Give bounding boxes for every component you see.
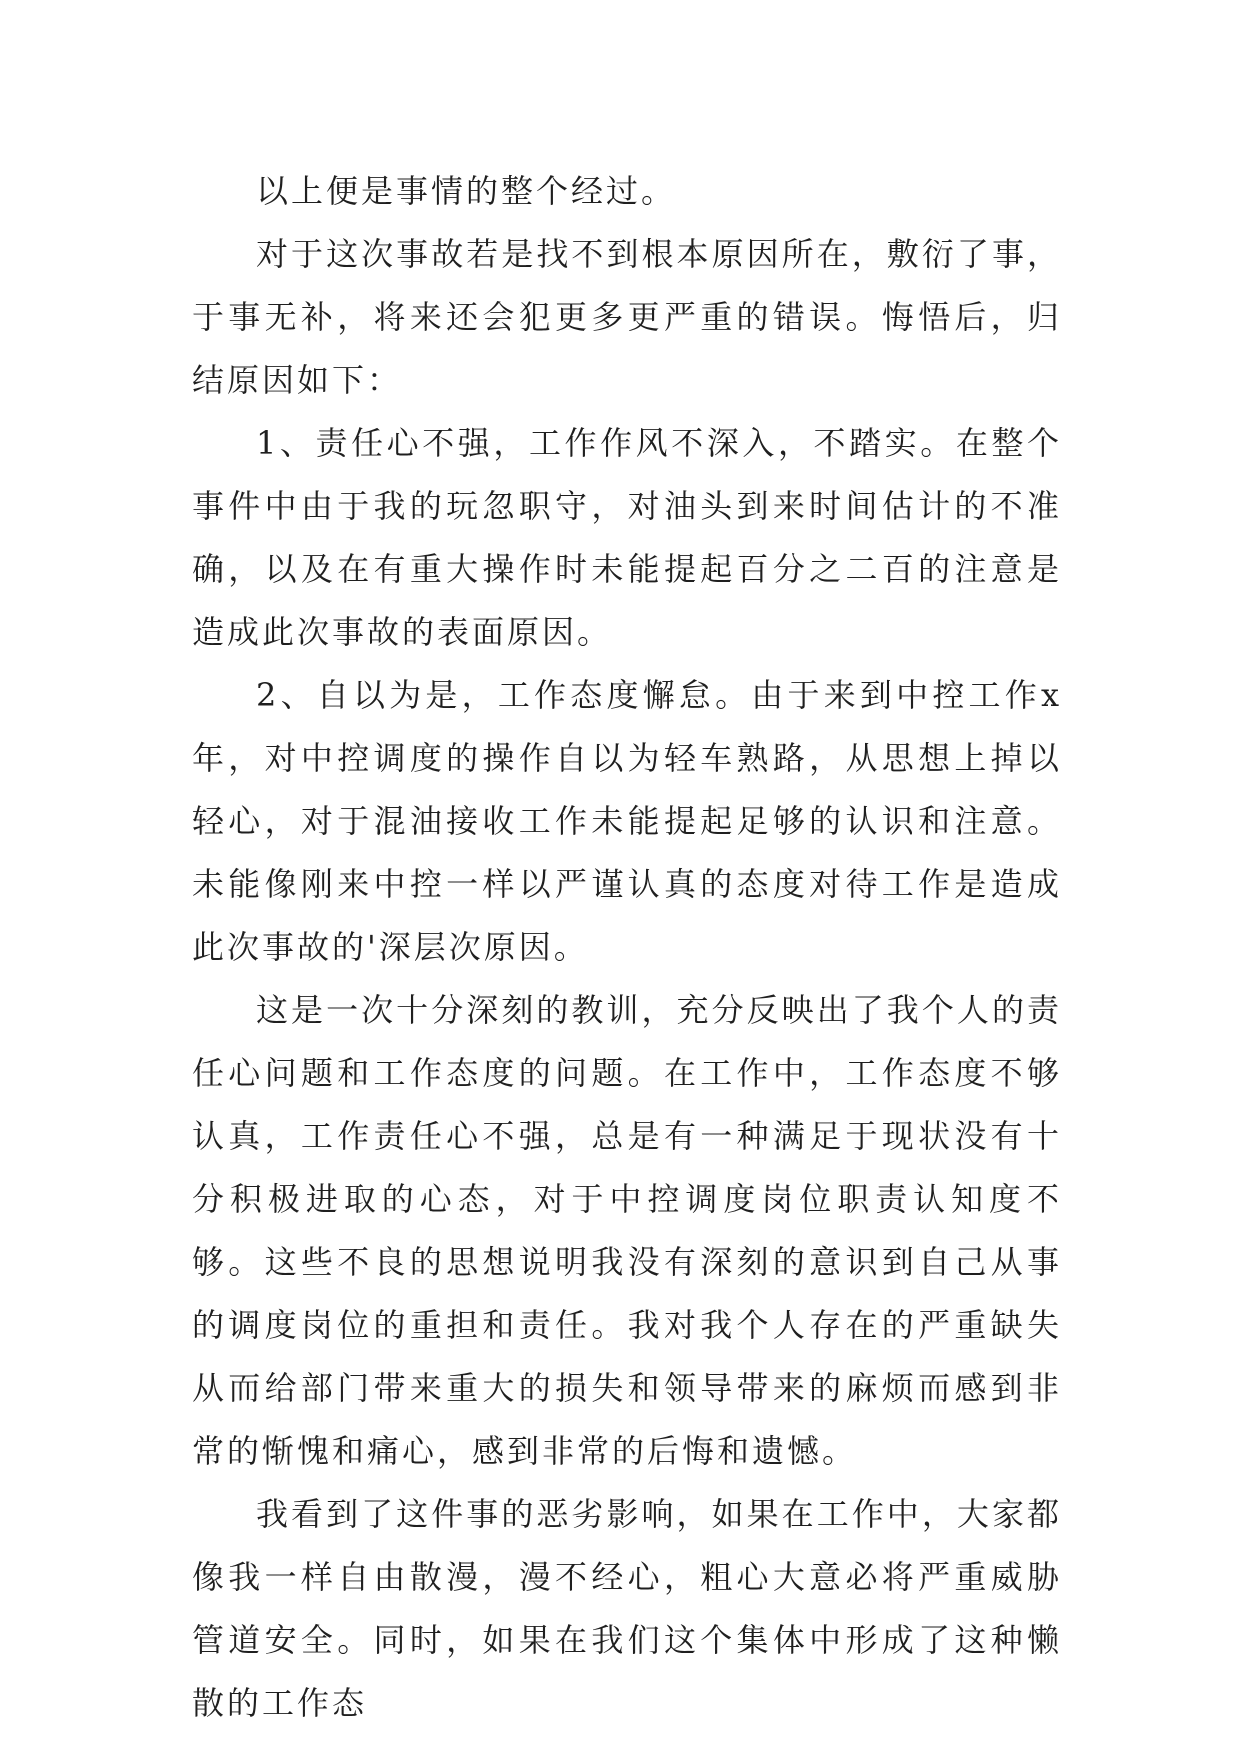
paragraph-impact: 我看到了这件事的恶劣影响，如果在工作中，大家都像我一样自由散漫，漫不经心，粗心大意必将严重威胁管道安全。同时，如果在我们这个集体中形成了这种懒散的工作态 [192,1495,1062,1722]
paragraph-summary: 以上便是事情的整个经过。 [256,172,677,210]
paragraph-lesson: 这是一次十分深刻的教训，充分反映出了我个人的责任心问题和工作态度的问题。在工作中，工作态度不够认真，工作责任心不强，总是有一种满足于现状没有十分积极进取的心态，对于中控调度岗位职责认知度不够。这些不良的思想说明我没有深刻的意识到自己从事的调度岗位的重担和责任。我对我个人存在的严重缺失从而给部门带来重大的损失和领导带来的麻烦而感到非常的惭愧和痛心，感到非常的后悔和遗憾。 [192,991,1062,1470]
paragraph-cause-1: 1、责任心不强，工作作风不深入，不踏实。在整个事件中由于我的玩忽职守，对油头到来时间估计的不准确，以及在有重大操作时未能提起百分之二百的注意是造成此次事故的表面原因。 [192,424,1062,651]
paragraph-cause-2: 2、自以为是，工作态度懈怠。由于来到中控工作x年，对中控调度的操作自以为轻车熟路，从思想上掉以轻心，对于混油接收工作未能提起足够的认识和注意。未能像刚来中控一样以严谨认真的态度对待工作是造成此次事故的'深层次原因。 [192,676,1062,966]
document-body [192,160,1062,1735]
paragraph-root-cause-intro: 对于这次事故若是找不到根本原因所在，敷衍了事，于事无补，将来还会犯更多更严重的错误。悔悟后，归结原因如下： [192,235,1062,399]
